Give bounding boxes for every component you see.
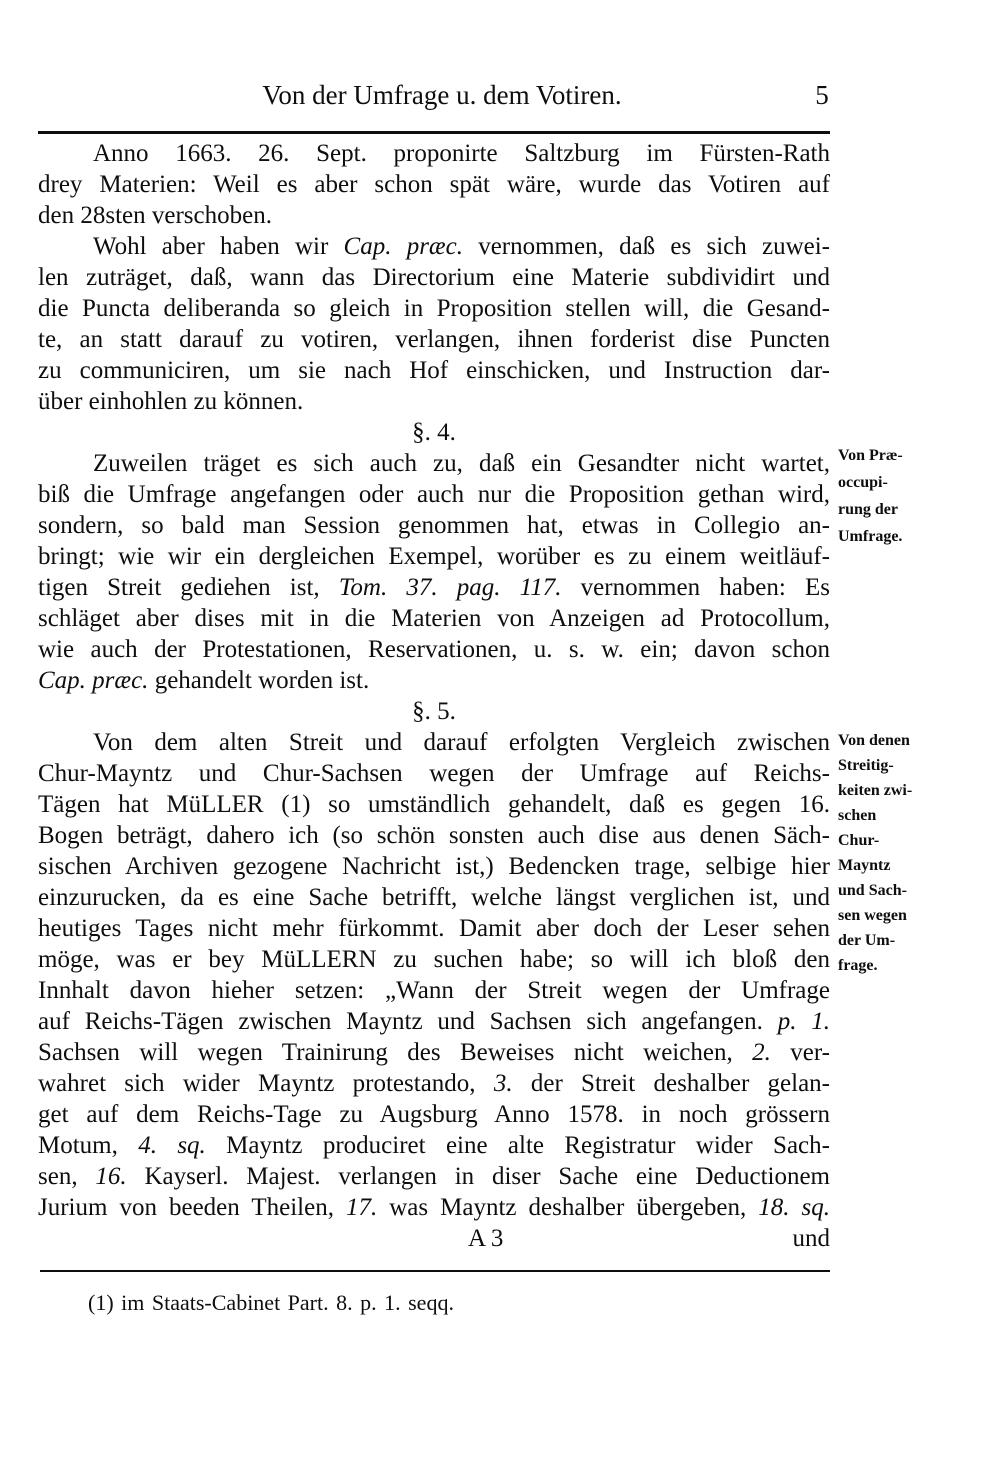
text-line: sondern, so bald man Session genommen hat, etwas in Collegio an- — [38, 512, 830, 539]
marginal-note-line: frage. — [838, 957, 878, 974]
text-segment-italic: 18. sq. — [758, 1194, 830, 1221]
text-segment: vernommen, daß es sich zuwei- — [462, 233, 830, 260]
catchword: und — [792, 1225, 830, 1252]
text-segment-italic: Cap. præc. — [38, 667, 149, 694]
text-segment: tigen Streit gediehen ist, — [38, 574, 339, 601]
header-rule — [38, 131, 830, 134]
footnote: (1) im Staats-Cabinet Part. 8. p. 1. seqq. — [88, 1290, 454, 1315]
text-segment: ver- — [770, 1039, 830, 1066]
text-line: zu communiciren, um sie nach Hof einschicken, und Instruction dar- — [38, 357, 830, 384]
text-line: sischen Archiven gezogene Nachricht ist,) Bedencken trage, selbige hier — [38, 853, 830, 880]
text-segment: was Mayntz deshalber übergeben, — [377, 1194, 759, 1221]
text-segment: Wohl aber haben wir — [93, 233, 344, 260]
text-segment: der Streit deshalber gelan- — [512, 1070, 830, 1097]
paragraph — [38, 138, 830, 231]
marginal-note-line: Umfrage. — [838, 528, 903, 545]
text-line — [38, 1192, 830, 1223]
text-line: bringt; wie wir ein dergleichen Exempel, worüber es zu einem weitläuf- — [38, 543, 830, 570]
marginal-note-line: und Sach- — [838, 882, 907, 899]
text-segment-italic: Tom. 37. pag. 117. — [338, 574, 562, 601]
marginal-note-line: sen wegen — [838, 907, 907, 924]
text-line: get auf dem Reichs-Tage zu Augsburg Anno 1578. in noch grössern — [38, 1101, 830, 1128]
text-segment-italic: 2. — [752, 1039, 771, 1066]
marginal-note-line: keiten zwi- — [838, 782, 913, 799]
text-segment-italic: Cap. præc. — [343, 233, 463, 260]
marginal-note-line: Streitig- — [838, 757, 894, 774]
text-segment: Motum, — [38, 1132, 139, 1159]
text-segment: Mayntz produciret eine alte Registratur wider Sach- — [205, 1132, 830, 1159]
section-heading: §. 4. — [412, 419, 456, 446]
marginal-note-line: der Um- — [838, 932, 896, 949]
section — [38, 417, 830, 696]
text-segment-italic: 3. — [493, 1070, 513, 1097]
text-line — [38, 1006, 830, 1037]
marginal-note-line: Mayntz — [838, 857, 891, 874]
marginal-note-line: Von denen — [838, 732, 910, 749]
text-line: Anno 1663. 26. Sept. proponirte Saltzburg im Fürsten-Rath — [93, 140, 830, 167]
text-line: biß die Umfrage angefangen oder auch nur die Proposition gethan wird, — [38, 481, 830, 508]
text-line: Innhalt davon hieher setzen: „Wann der Streit wegen der Umfrage — [38, 977, 830, 1004]
section — [38, 696, 830, 1223]
text-line: heutiges Tages nicht mehr fürkommt. Damit aber doch der Leser sehen — [38, 915, 830, 942]
text-segment-italic: 4. sq. — [138, 1132, 206, 1159]
text-line — [38, 1161, 830, 1192]
text-line: drey Materien: Weil es aber schon spät wäre, wurde das Votiren auf — [38, 171, 830, 198]
text-segment: Kayserl. Majest. verlangen in diser Sache eine Deductionem — [126, 1163, 830, 1190]
marginal-note-line: Chur- — [838, 832, 880, 849]
text-line: Von dem alten Streit und darauf erfolgten Vergleich zwischen — [93, 729, 830, 756]
text-line: die Puncta deliberanda so gleich in Proposition stellen will, die Gesand- — [38, 295, 830, 322]
text-line: möge, was er bey MüLLERN zu suchen habe; so will ich bloß den — [38, 946, 830, 973]
footnote-rule — [40, 1270, 830, 1272]
text-line: te, an statt darauf zu votiren, verlangen, ihnen forderist dise Puncten — [38, 326, 830, 353]
text-line — [38, 1068, 830, 1099]
text-segment: Sachsen will wegen Trainirung des Beweises nicht weichen, — [38, 1039, 753, 1066]
marginal-note — [838, 442, 978, 550]
running-head-title: Von der Umfrage u. dem Votiren. — [262, 80, 622, 110]
text-line: Chur-Mayntz und Chur-Sachsen wegen der Umfrage auf Reichs- — [38, 760, 830, 787]
body-text — [38, 138, 830, 1254]
text-segment-italic: 16. — [95, 1163, 127, 1190]
text-line: len zuträget, daß, wann das Directorium eine Materie subdividirt und — [38, 264, 830, 291]
text-segment: wahret sich wider Mayntz protestando, — [38, 1070, 494, 1097]
marginal-note-line: Von Præ- — [838, 447, 903, 464]
text-line: Bogen beträgt, dahero ich (so schön sonsten auch dise aus denen Säch- — [38, 822, 830, 849]
text-line: Tägen hat MüLLER (1) so umständlich gehandelt, daß es gegen 16. — [38, 791, 830, 818]
text-line: schläget aber dises mit in die Materien von Anzeigen ad Protocollum, — [38, 605, 830, 632]
running-head — [0, 78, 1000, 114]
text-line: über einhohlen zu können. — [38, 388, 304, 415]
text-line — [38, 665, 830, 696]
text-segment: Jurium von beeden Theilen, — [38, 1194, 346, 1221]
text-segment-italic: 17. — [345, 1194, 378, 1221]
signature-mark: A 3 — [468, 1225, 504, 1252]
text-segment: gehandelt worden ist. — [148, 667, 370, 694]
text-line — [38, 572, 830, 603]
section-heading: §. 5. — [412, 698, 456, 725]
marginal-note-line: occupi- — [838, 474, 888, 491]
text-line — [38, 1037, 830, 1068]
text-segment: auf Reichs-Tägen zwischen Mayntz und Sachsen sich angefangen. — [38, 1008, 778, 1035]
page-number: 5 — [815, 80, 829, 110]
text-segment: vernommen haben: Es — [561, 574, 830, 601]
marginal-note-line: rung der — [838, 501, 898, 518]
text-line — [38, 1130, 830, 1161]
paragraph — [38, 231, 830, 417]
text-line: wie auch der Protestationen, Reservationen, u. s. w. ein; davon schon — [38, 636, 830, 663]
marginal-note — [838, 728, 978, 978]
signature-row — [38, 1223, 830, 1254]
text-line — [38, 231, 830, 262]
text-segment-italic: p. 1. — [777, 1008, 830, 1035]
text-line: den 28sten verschoben. — [38, 202, 272, 229]
text-segment: sen, — [38, 1163, 96, 1190]
marginal-note-line: schen — [838, 807, 877, 824]
text-line: Zuweilen träget es sich auch zu, daß ein Gesandter nicht wartet, — [93, 450, 830, 477]
text-line: einzurucken, da es eine Sache betrifft, welche längst verglichen ist, und — [38, 884, 830, 911]
